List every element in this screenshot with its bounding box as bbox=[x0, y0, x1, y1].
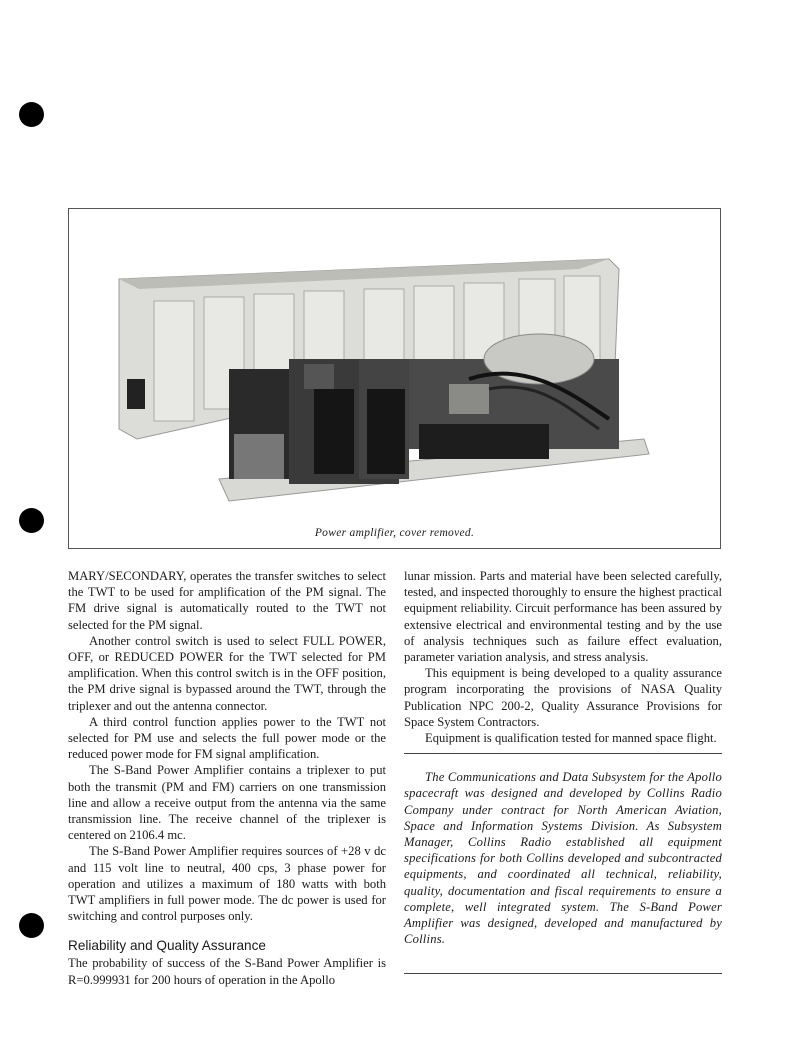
divider-top bbox=[404, 753, 722, 754]
paragraph: lunar mission. Parts and material have been selected carefully, tested, and inspected thoroughly to ensure the highest practical equipment reliability. Circuit performance has been assured by extensive electrical and environmental testing and by the use of analysis techniques such as failure effect evaluation, parameter variation analysis, and stress analysis. bbox=[404, 569, 722, 665]
binder-hole-top bbox=[19, 102, 44, 127]
paragraph: Another control switch is used to select FULL POWER, OFF, or REDUCED POWER for the TWT selected for PM amplification. When this control switch is in the OFF position, the PM drive signal is bypassed around the TWT, through the triplexer and out the antenna connector. bbox=[68, 633, 386, 713]
credits-text: The Communications and Data Subsystem for the Apollo spacecraft was designed and developed by Collins Radio Company under contract for North American Aviation, Space and Information Systems Division. As Subsystem Manager, Collins Radio established all equipment specifications for both Collins developed and subcontracted equipments, and coordinated all technical, reliability, quality, documentation and fiscal requirements to ensure a complete, well integrated system. The S-Band Power Amplifier was designed, developed and manufactured by Collins. bbox=[404, 770, 722, 947]
figure-frame bbox=[68, 208, 721, 549]
paragraph: The S-Band Power Amplifier requires sources of +28 v dc and 115 volt line to neutral, 400 cps, 3 phase power for operation and utilizes a maximum of 180 watts with both TWT amplifiers in full power mode. The dc power is used for switching and control purposes only. bbox=[68, 844, 386, 924]
binder-hole-bottom bbox=[19, 913, 44, 938]
right-column bbox=[404, 568, 722, 974]
paragraph: MARY/SECONDARY, operates the transfer switches to select the TWT to be used for amplification of the PM signal. The FM drive signal is automatically routed to the TWT not selected for the PM signal. bbox=[68, 569, 386, 632]
section-heading: Reliability and Quality Assurance bbox=[68, 938, 266, 954]
paragraph: This equipment is being developed to a quality assurance program incorporating the provisions of NASA Quality Publication NPC 200-2, Quality Assurance Provisions for Space System Contractors. bbox=[404, 666, 722, 729]
paragraph: The S-Band Power Amplifier contains a triplexer to put both the transmit (PM and FM) carriers on one transmission line and allow a receive output from the antenna via the same transmission line. The receive channel of the triplexer is centered on 2106.4 mc. bbox=[68, 763, 386, 843]
left-column bbox=[68, 568, 386, 988]
figure-caption: Power amplifier, cover removed. bbox=[314, 527, 475, 539]
paragraph: Equipment is qualification tested for manned space flight. bbox=[425, 731, 717, 746]
binder-hole-middle bbox=[19, 508, 44, 533]
paragraph: A third control function applies power to the TWT not selected for PM use and selects the full power mode or the reduced power mode for FM signal amplification. bbox=[68, 714, 386, 762]
divider-bottom bbox=[404, 973, 722, 974]
power-amplifier-photo bbox=[109, 239, 679, 509]
paragraph: The probability of success of the S-Band Power Amplifier is R=0.999931 for 200 hours of operation in the Apollo bbox=[68, 956, 386, 987]
credits-note bbox=[404, 769, 722, 947]
